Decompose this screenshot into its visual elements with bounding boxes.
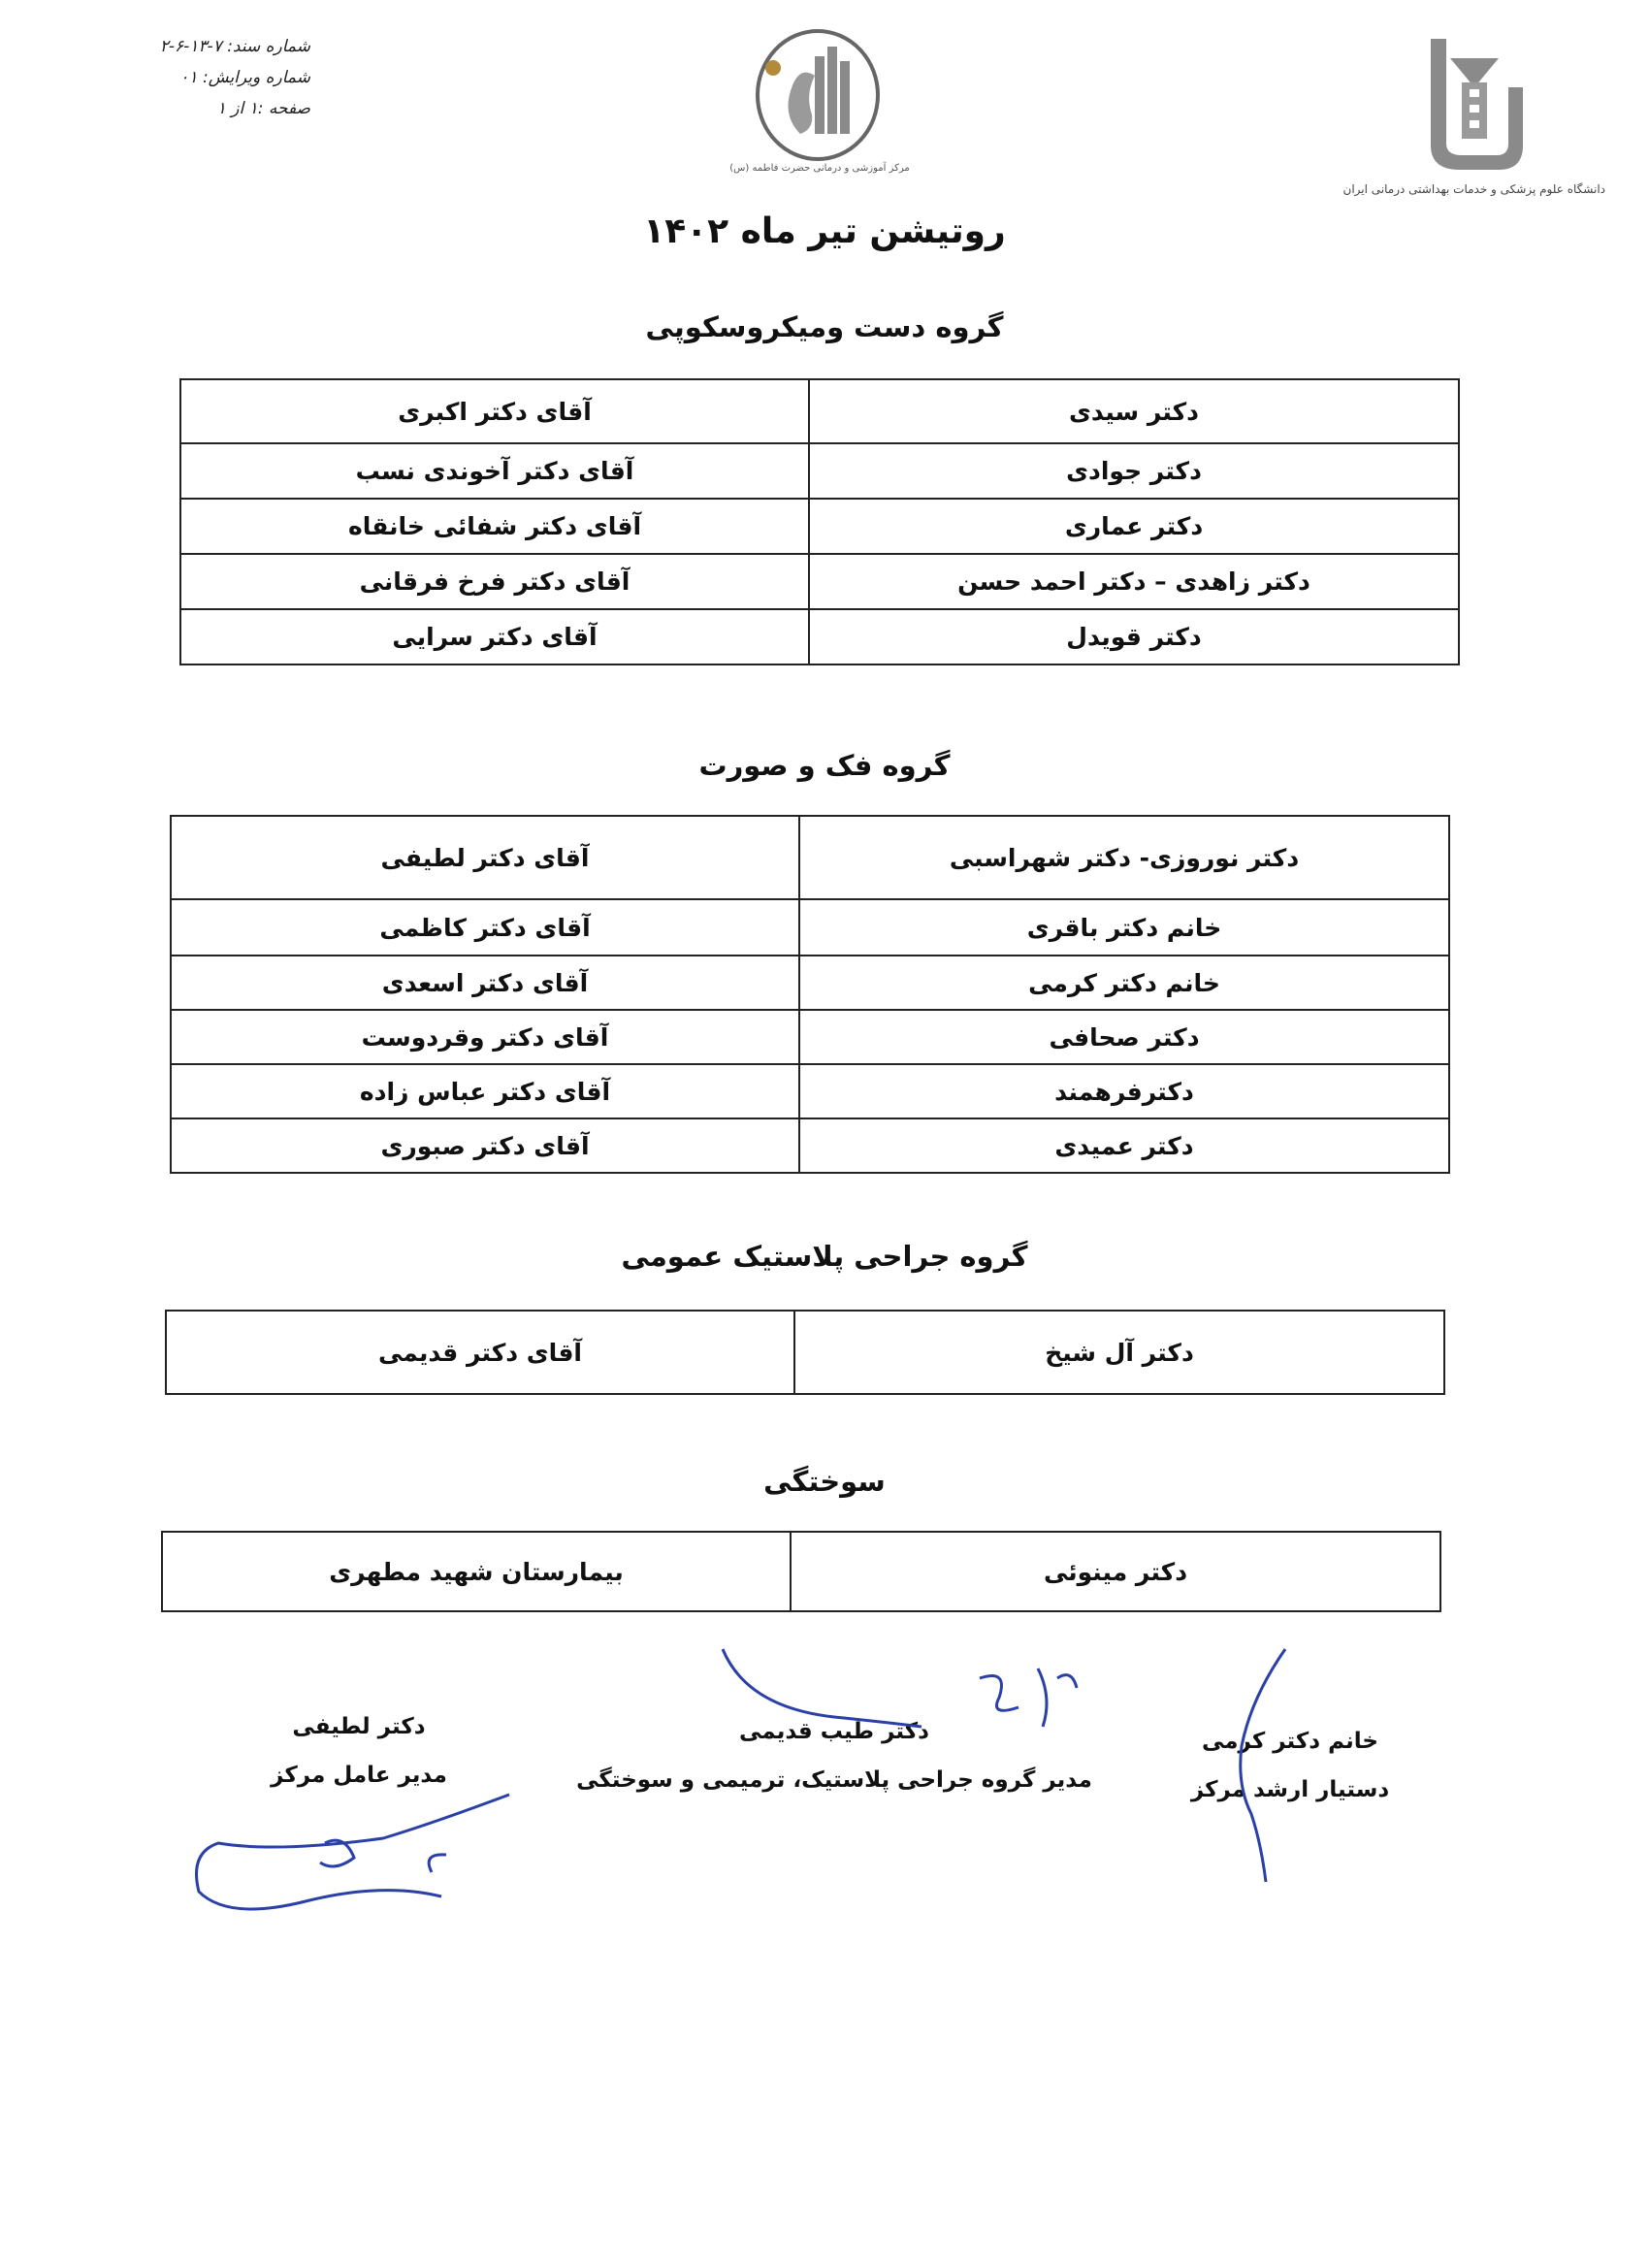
- table-cell: آقای دکتر عباس زاده: [171, 1064, 799, 1118]
- table-cell: دکتر صحافی: [799, 1010, 1449, 1064]
- roster-table-hand-microscopy: [179, 378, 1460, 665]
- signer-role: مدیر عامل مرکز: [271, 1763, 447, 1788]
- table-row: [180, 554, 1459, 609]
- table-cell: دکتر عمیدی: [799, 1118, 1449, 1173]
- table-cell: آقای دکتر سرایی: [180, 609, 809, 664]
- signer-name: دکتر طیب قدیمی: [739, 1719, 929, 1744]
- section-title-hand-microscopy: گروه دست ومیکروسکوپی: [645, 310, 1004, 343]
- university-emblem-icon: [1353, 29, 1605, 175]
- doc-number: شماره سند: ۷-۱۳-۶-۲: [159, 37, 310, 56]
- section-title-maxillofacial: گروه فک و صورت: [698, 749, 951, 782]
- signer-name: خانم دکتر کرمی: [1202, 1729, 1378, 1754]
- table-cell: دکتر مینوئی: [791, 1532, 1440, 1611]
- table-cell: خانم دکتر کرمی: [799, 956, 1449, 1010]
- center-logo: [713, 17, 922, 192]
- table-row: [180, 609, 1459, 664]
- table-cell: دکتر جوادی: [809, 443, 1459, 499]
- roster-table-general-plastic: [165, 1310, 1445, 1395]
- table-cell: آقای دکتر وقردوست: [171, 1010, 799, 1064]
- table-row: [171, 956, 1449, 1010]
- handwritten-signature-icon: [718, 1639, 1086, 1775]
- roster-table-maxillofacial: [170, 815, 1450, 1174]
- table-cell: دکتر نوروزی- دکتر شهراسبی: [799, 816, 1449, 899]
- handwritten-signature-icon: [189, 1785, 519, 1921]
- table-cell: آقای دکتر شفائی خانقاه: [180, 499, 809, 554]
- university-logo: [1342, 29, 1605, 213]
- document-meta: [68, 31, 310, 124]
- table-cell: آقای دکتر اسعدی: [171, 956, 799, 1010]
- table-cell: آقای دکتر اکبری: [180, 379, 809, 443]
- signer-role: مدیر گروه جراحی پلاستیک، ترمیمی و سوختگی: [576, 1767, 1092, 1793]
- table-cell: دکتر عماری: [809, 499, 1459, 554]
- table-row: [171, 1118, 1449, 1173]
- signer-role: دستیار ارشد مرکز: [1190, 1777, 1390, 1802]
- table-cell: خانم دکتر باقری: [799, 899, 1449, 956]
- table-row: [171, 1064, 1449, 1118]
- table-row: [171, 1010, 1449, 1064]
- page-number: صفحه :۱ از ۱: [216, 99, 310, 118]
- center-logo-text: مرکز آموزشی و درمانی حضرت فاطمه (س): [729, 163, 910, 174]
- roster-table-burns: [161, 1531, 1441, 1612]
- table-cell: بیمارستان شهید مطهری: [162, 1532, 791, 1611]
- table-cell: آقای دکتر کاظمی: [171, 899, 799, 956]
- university-logo-text: دانشگاه علوم پزشکی و خدمات بهداشتی درمانی ایران: [1342, 182, 1605, 196]
- table-cell: دکتر قویدل: [809, 609, 1459, 664]
- table-cell: دکتر زاهدی – دکتر احمد حسن: [809, 554, 1459, 609]
- handwritten-signature-icon: [1193, 1639, 1310, 1892]
- signer-name: دکتر لطیفی: [292, 1714, 426, 1739]
- table-cell: آقای دکتر فرخ فرقانی: [180, 554, 809, 609]
- table-cell: دکتر سیدی: [809, 379, 1459, 443]
- table-cell: آقای دکتر آخوندی نسب: [180, 443, 809, 499]
- table-cell: دکترفرهمند: [799, 1064, 1449, 1118]
- page-title: روتیشن تیر ماه ۱۴۰۲: [643, 211, 1006, 251]
- table-cell: آقای دکتر لطیفی: [171, 816, 799, 899]
- section-title-burns: سوختگی: [763, 1465, 886, 1498]
- table-row: [166, 1311, 1444, 1394]
- table-row: [171, 899, 1449, 956]
- table-cell: آقای دکتر قدیمی: [166, 1311, 794, 1394]
- table-row: [180, 379, 1459, 443]
- revision-number: شماره ویرایش: ۰۱: [179, 68, 310, 87]
- table-row: [180, 443, 1459, 499]
- table-cell: دکتر آل شیخ: [794, 1311, 1444, 1394]
- table-cell: آقای دکتر صبوری: [171, 1118, 799, 1173]
- table-row: [162, 1532, 1440, 1611]
- table-row: [180, 499, 1459, 554]
- section-title-general-plastic: گروه جراحی پلاستیک عمومی: [621, 1240, 1028, 1273]
- table-row: [171, 816, 1449, 899]
